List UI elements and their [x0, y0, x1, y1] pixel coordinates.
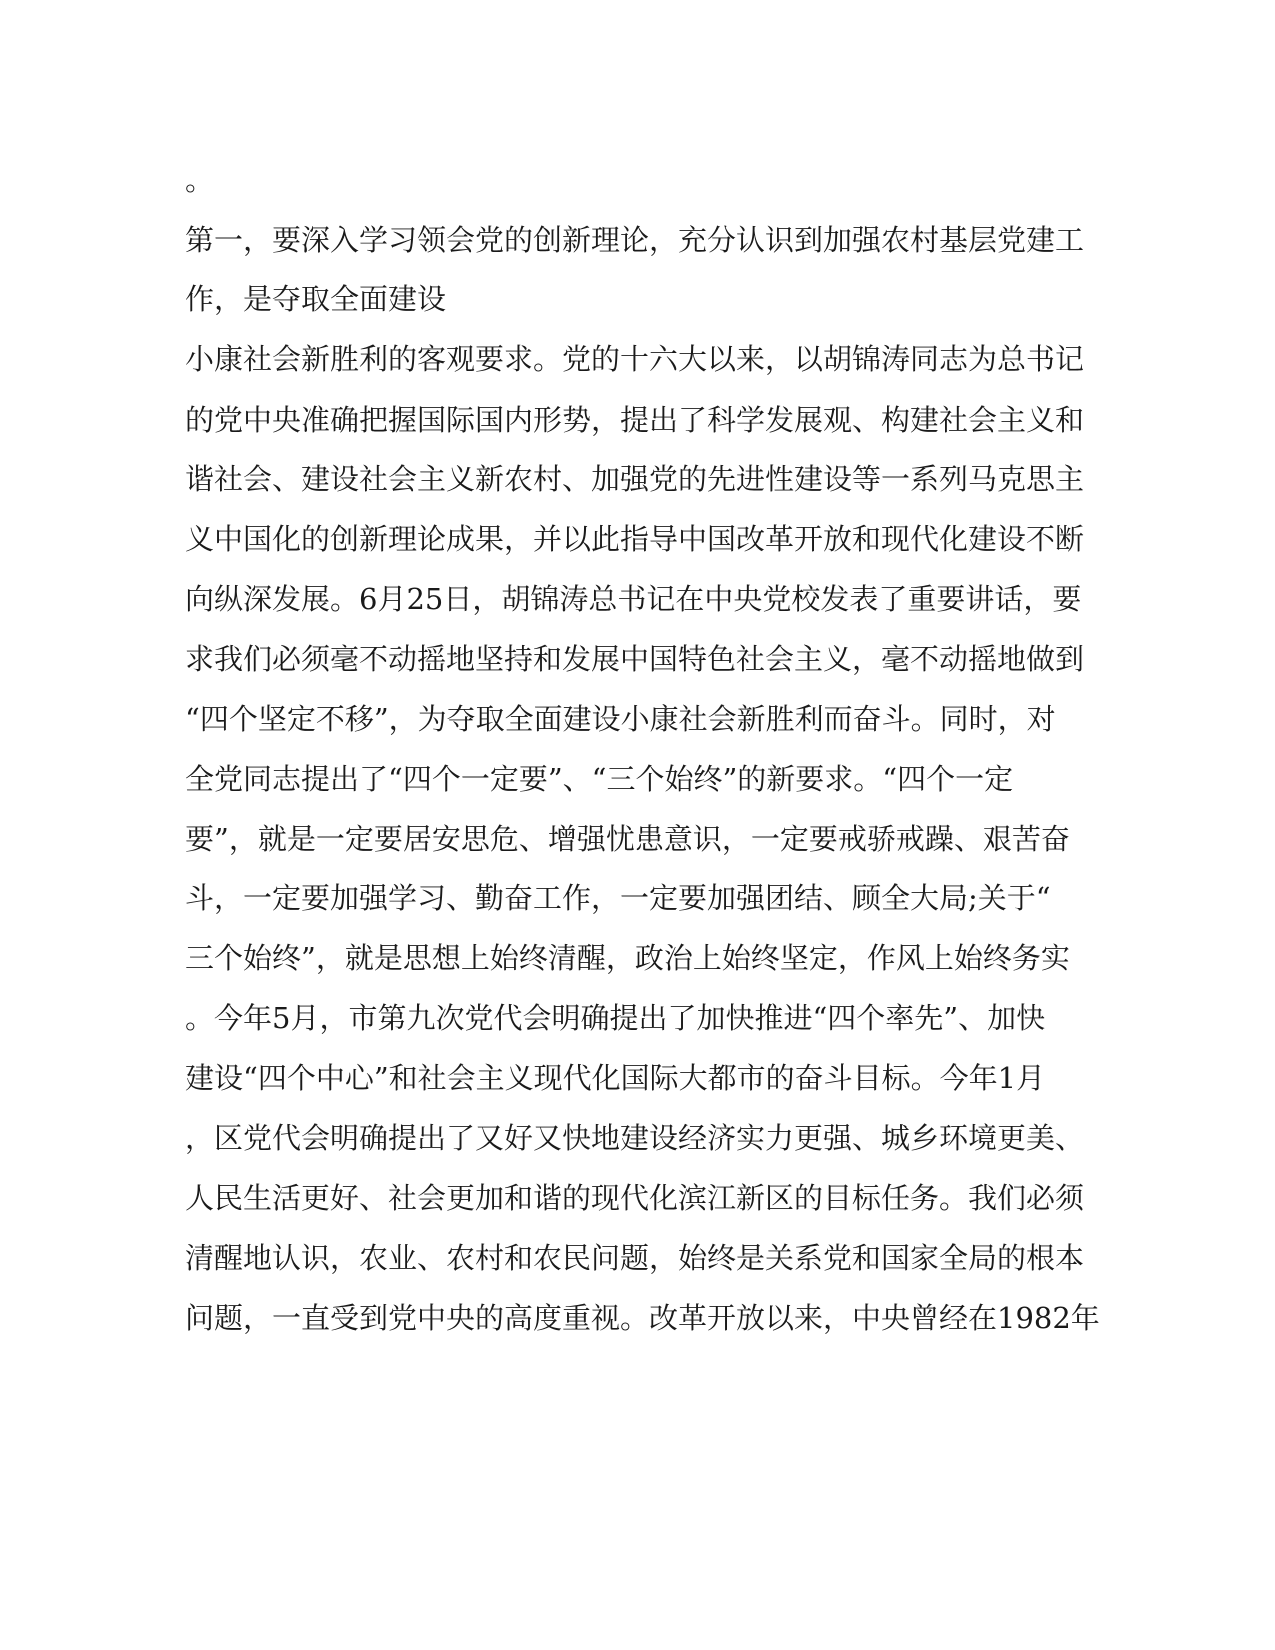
text-line-13: 斗，一定要加强学习、勤奋工作，一定要加强团结、顾全大局;关于“	[185, 881, 1051, 915]
text-line-9: 求我们必须毫不动摇地坚持和发展中国特色社会主义，毫不动摇地做到	[185, 642, 1085, 676]
text-line-7: 义中国化的创新理论成果，并以此指导中国改革开放和现代化建设不断	[185, 522, 1085, 556]
text-line-18: 人民生活更好、社会更加和谐的现代化滨江新区的目标任务。我们必须	[185, 1181, 1085, 1215]
text-line-10: “四个坚定不移”，为夺取全面建设小康社会新胜利而奋斗。同时，对	[185, 702, 1056, 736]
text-line-17: ，区党代会明确提出了又好又快地建设经济实力更强、城乡环境更美、	[185, 1121, 1085, 1155]
text-line-20: 问题，一直受到党中央的高度重视。改革开放以来，中央曾经在1982年	[185, 1301, 1100, 1335]
text-line-12: 要”，就是一定要居安思危、增强忧患意识，一定要戒骄戒躁、艰苦奋	[185, 822, 1070, 856]
text-line-1: 。	[185, 163, 215, 197]
text-line-19: 清醒地认识，农业、农村和农民问题，始终是关系党和国家全局的根本	[185, 1241, 1085, 1275]
text-line-8: 向纵深发展。6月25日，胡锦涛总书记在中央党校发表了重要讲话，要	[185, 582, 1082, 616]
text-line-3: 作，是夺取全面建设	[185, 282, 447, 316]
text-line-4: 小康社会新胜利的客观要求。党的十六大以来，以胡锦涛同志为总书记	[185, 342, 1085, 376]
text-line-6: 谐社会、建设社会主义新农村、加强党的先进性建设等一系列马克思主	[185, 462, 1085, 496]
text-line-15: 。今年5月，市第九次党代会明确提出了加快推进“四个率先”、加快	[185, 1001, 1046, 1035]
text-line-5: 的党中央准确把握国际国内形势，提出了科学发展观、构建社会主义和	[185, 403, 1085, 437]
text-line-14: 三个始终”，就是思想上始终清醒，政治上始终坚定，作风上始终务实	[185, 941, 1070, 975]
text-line-11: 全党同志提出了“四个一定要”、“三个始终”的新要求。“四个一定	[185, 762, 1014, 796]
text-line-2: 第一，要深入学习领会党的创新理论，充分认识到加强农村基层党建工	[185, 223, 1085, 257]
text-line-16: 建设“四个中心”和社会主义现代化国际大都市的奋斗目标。今年1月	[185, 1061, 1046, 1095]
